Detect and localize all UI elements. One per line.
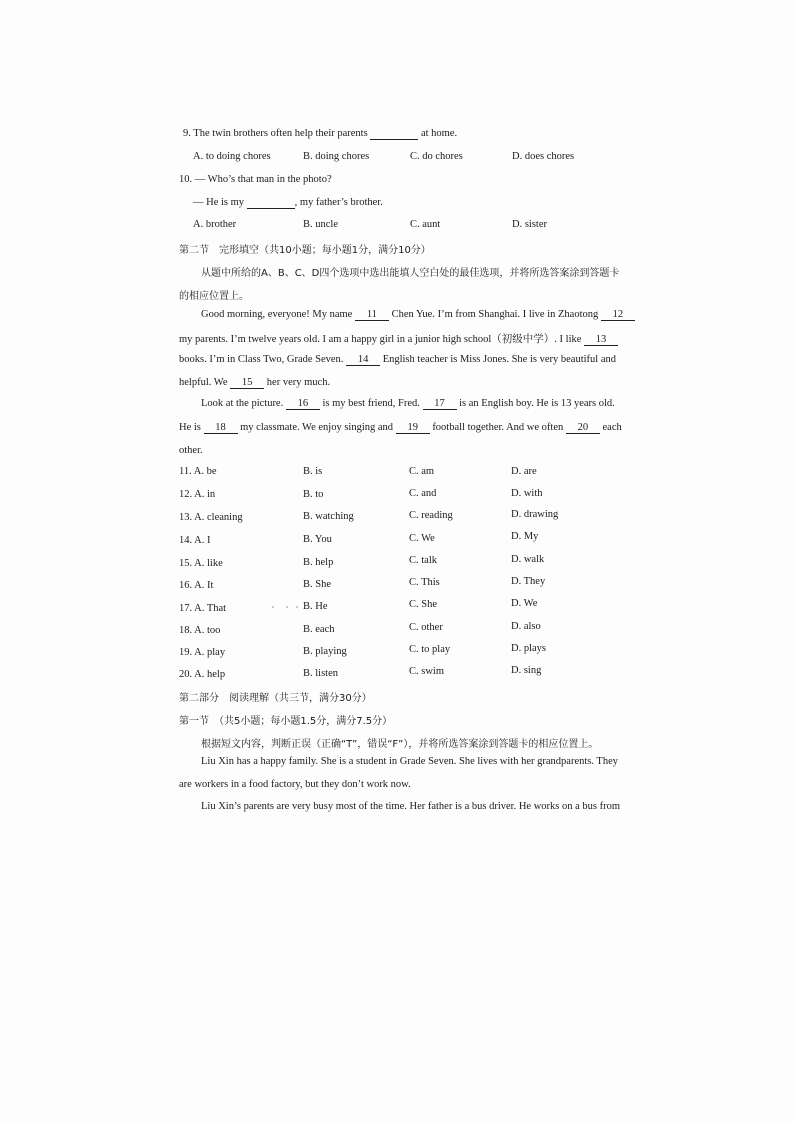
scan-smudge xyxy=(272,604,302,610)
passage-text: my classmate. We enjoy singing and xyxy=(240,422,394,433)
choice-option-b: B. She xyxy=(303,579,332,590)
question-10-option-b: B. uncle xyxy=(303,219,338,230)
cloze-blank-16: 16 xyxy=(286,398,320,410)
cloze-blank-20: 20 xyxy=(566,422,600,434)
choice-option-a: 15. A. like xyxy=(179,558,223,569)
answer-blank xyxy=(247,197,295,209)
choice-option-c: C. talk xyxy=(409,555,437,566)
reading-line-2: are workers in a food factory, but they don’t work now. xyxy=(179,779,411,790)
passage-text: my parents. I’m twelve years old. I am a happy girl in a junior high school（初级中学）. I like xyxy=(179,334,582,345)
choice-option-a: 18. A. too xyxy=(179,625,221,636)
cloze-blank-17: 17 xyxy=(423,398,457,410)
choice-option-b: B. He xyxy=(303,601,328,612)
passage-text: each xyxy=(602,422,622,433)
passage-line-7: other. xyxy=(179,445,203,456)
cloze-blank-12: 12 xyxy=(601,309,635,321)
choice-option-c: C. She xyxy=(409,599,438,610)
choice-option-b: B. to xyxy=(303,489,324,500)
cloze-blank-15: 15 xyxy=(230,377,264,389)
choice-option-a: 16. A. It xyxy=(179,580,214,591)
choice-option-d: D. We xyxy=(511,598,538,609)
question-10-answer-line xyxy=(193,197,383,209)
choice-option-b: B. help xyxy=(303,557,334,568)
passage-line-3 xyxy=(179,354,616,366)
choice-option-c: C. We xyxy=(409,533,435,544)
question-10-option-a: A. brother xyxy=(193,219,237,230)
choice-option-d: D. My xyxy=(511,531,539,542)
question-10-option-c: C. aunt xyxy=(410,219,441,230)
choice-option-b: B. watching xyxy=(303,511,354,522)
question-9-option-c: C. do chores xyxy=(410,151,463,162)
choice-option-a: 14. A. I xyxy=(179,535,211,546)
question-9-text-end: at home. xyxy=(420,128,458,139)
part-2-heading: 第二部分 阅读理解（共三节，满分30分） xyxy=(179,693,372,704)
answer-blank xyxy=(370,128,418,140)
part-2-section-1-heading: 第一节 （共5小题；每小题1.5分，满分7.5分） xyxy=(179,716,393,727)
choice-option-c: C. am xyxy=(409,466,435,477)
question-10-text-end: , my father’s brother. xyxy=(294,197,383,208)
passage-text: is an English boy. He is 13 years old. xyxy=(459,398,615,409)
section-2-instructions-line-2: 的相应位置上。 xyxy=(179,291,249,302)
passage-text: He is xyxy=(179,422,201,433)
choice-option-a: 19. A. play xyxy=(179,647,226,658)
reading-line-3: Liu Xin’s parents are very busy most of the time. Her father is a bus driver. He works on a bus from xyxy=(201,801,621,812)
question-9-option-b: B. doing chores xyxy=(303,151,370,162)
reading-line-1: Liu Xin has a happy family. She is a student in Grade Seven. She lives with her grandparents. They xyxy=(201,756,618,767)
passage-text: Good morning, everyone! My name xyxy=(201,309,353,320)
question-9-option-d: D. does chores xyxy=(512,151,575,162)
choice-option-d: D. with xyxy=(511,488,543,499)
choice-option-c: C. swim xyxy=(409,666,445,677)
question-10-stem: 10. — Who’s that man in the photo? xyxy=(179,174,332,185)
choice-option-d: D. walk xyxy=(511,554,545,565)
passage-text: is my best friend, Fred. xyxy=(322,398,420,409)
choice-option-a: 11. A. be xyxy=(179,466,217,477)
passage-line-5 xyxy=(201,398,615,410)
part-2-instructions: 根据短文内容，判断正误（正确“T”，错误“F”），并将所选答案涂到答题卡的相应位置上。 xyxy=(201,739,599,750)
choice-option-c: C. reading xyxy=(409,510,453,521)
cloze-blank-14: 14 xyxy=(346,354,380,366)
passage-line-6 xyxy=(179,422,622,434)
passage-text: helpful. We xyxy=(179,377,228,388)
cloze-blank-11: 11 xyxy=(355,309,389,321)
choice-option-d: D. sing xyxy=(511,665,542,676)
choice-option-a: 20. A. help xyxy=(179,669,226,680)
passage-line-4 xyxy=(179,377,330,389)
question-9-text: 9. The twin brothers often help their parents xyxy=(183,128,368,139)
question-10-option-d: D. sister xyxy=(512,219,547,230)
choice-option-d: D. also xyxy=(511,621,541,632)
passage-text: Look at the picture. xyxy=(201,398,284,409)
cloze-blank-18: 18 xyxy=(204,422,238,434)
choice-option-a: 13. A. cleaning xyxy=(179,512,243,523)
passage-line-1 xyxy=(201,309,635,321)
choice-option-b: B. You xyxy=(303,534,332,545)
choice-option-a: 17. A. That xyxy=(179,603,227,614)
passage-text: English teacher is Miss Jones. She is very beautiful and xyxy=(382,354,616,365)
choice-option-c: C. This xyxy=(409,577,440,588)
choice-option-b: B. each xyxy=(303,624,335,635)
choice-option-d: D. are xyxy=(511,466,537,477)
cloze-blank-13: 13 xyxy=(584,334,618,346)
passage-text: her very much. xyxy=(266,377,331,388)
choice-option-c: C. other xyxy=(409,622,443,633)
passage-text: football together. And we often xyxy=(432,422,564,433)
choice-option-c: C. and xyxy=(409,488,437,499)
question-9-option-a: A. to doing chores xyxy=(193,151,271,162)
choice-option-d: D. drawing xyxy=(511,509,559,520)
passage-text: books. I’m in Class Two, Grade Seven. xyxy=(179,354,344,365)
passage-text: Chen Yue. I’m from Shanghai. I live in Zhaotong xyxy=(391,309,599,320)
section-2-instructions-line-1: 从题中所给的A、B、C、D四个选项中选出能填人空白处的最佳选项，并将所选答案涂到答题卡 xyxy=(201,268,620,279)
section-2-heading: 第二节 完形填空（共10小题；每小题1分，满分10分） xyxy=(179,245,431,256)
passage-line-2 xyxy=(179,331,618,346)
choice-option-b: B. is xyxy=(303,466,323,477)
choice-option-b: B. playing xyxy=(303,646,347,657)
choice-option-d: D. plays xyxy=(511,643,546,654)
choice-option-d: D. They xyxy=(511,576,546,587)
choice-option-c: C. to play xyxy=(409,644,451,655)
choice-option-a: 12. A. in xyxy=(179,489,216,500)
question-9-stem xyxy=(183,128,457,140)
choice-option-b: B. listen xyxy=(303,668,339,679)
question-10-text: — He is my xyxy=(193,197,245,208)
cloze-blank-19: 19 xyxy=(396,422,430,434)
